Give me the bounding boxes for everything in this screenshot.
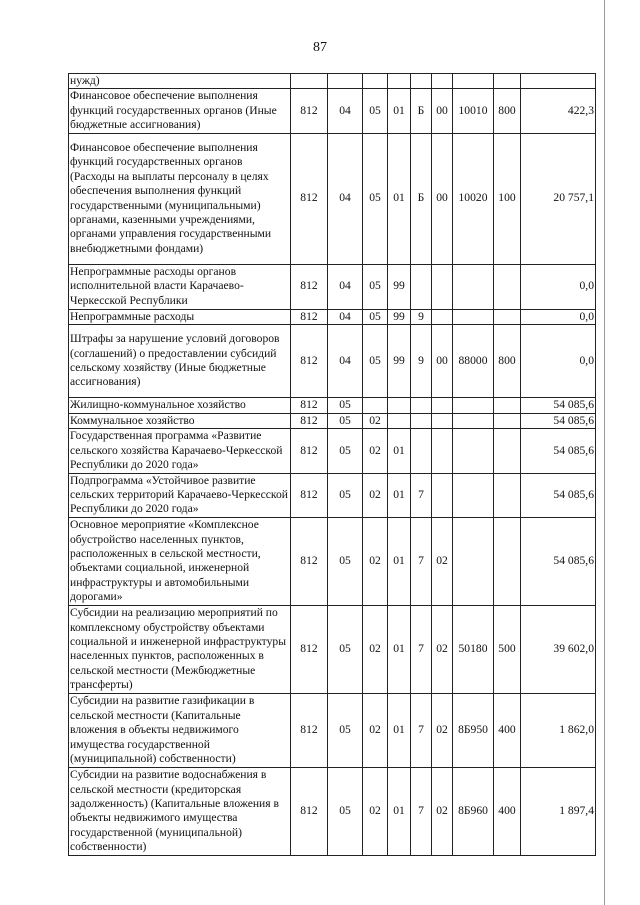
cell-expense-type bbox=[494, 517, 521, 605]
cell-amount: 0,0 bbox=[521, 325, 596, 398]
cell-expense-type: 800 bbox=[494, 325, 521, 398]
cell-admin-code: 812 bbox=[291, 325, 328, 398]
cell-event: 02 bbox=[432, 605, 453, 693]
table-row bbox=[69, 133, 596, 264]
cell-admin-code: 812 bbox=[291, 517, 328, 605]
cell-event: 02 bbox=[432, 517, 453, 605]
row-description: Подпрограмма «Устойчивое развитие сельских территорий Карачаево-Черкесской Республики до 2020 года» bbox=[69, 473, 291, 517]
cell-program bbox=[388, 74, 411, 89]
cell-section: 05 bbox=[328, 517, 363, 605]
cell-expense-type: 500 bbox=[494, 605, 521, 693]
cell-amount: 54 085,6 bbox=[521, 414, 596, 429]
cell-event: 02 bbox=[432, 693, 453, 767]
table-row bbox=[69, 325, 596, 398]
cell-admin-code: 812 bbox=[291, 398, 328, 414]
cell-subprogram bbox=[411, 74, 432, 89]
cell-event bbox=[432, 429, 453, 473]
cell-subprogram bbox=[411, 429, 432, 473]
cell-direction bbox=[453, 398, 494, 414]
cell-section: 05 bbox=[328, 693, 363, 767]
table-row bbox=[69, 473, 596, 517]
cell-program bbox=[388, 414, 411, 429]
cell-amount bbox=[521, 74, 596, 89]
cell-event bbox=[432, 473, 453, 517]
cell-expense-type: 800 bbox=[494, 89, 521, 133]
row-description: Субсидии на развитие водоснабжения в сельской местности (кредиторская задолженность) (Капитальные вложения в объекты недвижимого имущества государственной (муниципальной) собственности) bbox=[69, 767, 291, 855]
cell-amount: 0,0 bbox=[521, 309, 596, 324]
cell-event bbox=[432, 74, 453, 89]
cell-direction: 50180 bbox=[453, 605, 494, 693]
cell-admin-code: 812 bbox=[291, 89, 328, 133]
cell-direction: 8Б960 bbox=[453, 767, 494, 855]
table-row bbox=[69, 89, 596, 133]
cell-program: 01 bbox=[388, 767, 411, 855]
cell-section: 05 bbox=[328, 398, 363, 414]
cell-event bbox=[432, 264, 453, 309]
row-description: Непрограммные расходы органов исполнительной власти Карачаево-Черкесской Республики bbox=[69, 264, 291, 309]
cell-event: 00 bbox=[432, 133, 453, 264]
cell-admin-code: 812 bbox=[291, 605, 328, 693]
cell-subprogram: 7 bbox=[411, 517, 432, 605]
table-row bbox=[69, 264, 596, 309]
cell-event: 00 bbox=[432, 89, 453, 133]
cell-admin-code: 812 bbox=[291, 767, 328, 855]
cell-program: 01 bbox=[388, 517, 411, 605]
cell-program: 99 bbox=[388, 309, 411, 324]
cell-subprogram bbox=[411, 414, 432, 429]
cell-expense-type: 100 bbox=[494, 133, 521, 264]
row-description: Основное мероприятие «Комплексное обустройство населенных пунктов, расположенных в сельской местности, объектами социальной, инженерной инфраструктуры и автомобильными дорогами» bbox=[69, 517, 291, 605]
cell-amount: 54 085,6 bbox=[521, 429, 596, 473]
cell-admin-code: 812 bbox=[291, 429, 328, 473]
table-row bbox=[69, 309, 596, 324]
cell-subprogram: Б bbox=[411, 133, 432, 264]
cell-expense-type bbox=[494, 414, 521, 429]
cell-subprogram: 7 bbox=[411, 767, 432, 855]
cell-event bbox=[432, 414, 453, 429]
row-description: Субсидии на развитие газификации в сельской местности (Капитальные вложения в объекты недвижимого имущества государственной (муниципальной) собственности) bbox=[69, 693, 291, 767]
cell-admin-code: 812 bbox=[291, 133, 328, 264]
table-row bbox=[69, 414, 596, 429]
cell-amount: 54 085,6 bbox=[521, 398, 596, 414]
cell-admin-code bbox=[291, 74, 328, 89]
binder-line bbox=[604, 0, 605, 905]
table-row bbox=[69, 605, 596, 693]
cell-direction bbox=[453, 309, 494, 324]
cell-subprogram: 9 bbox=[411, 325, 432, 398]
cell-subsection: 02 bbox=[363, 605, 388, 693]
cell-subsection: 05 bbox=[363, 264, 388, 309]
cell-expense-type bbox=[494, 473, 521, 517]
row-description: Финансовое обеспечение выполнения функций государственных органов (Иные бюджетные ассигнования) bbox=[69, 89, 291, 133]
cell-section: 04 bbox=[328, 325, 363, 398]
cell-subprogram: 9 bbox=[411, 309, 432, 324]
cell-direction: 10010 bbox=[453, 89, 494, 133]
row-description: Жилищно-коммунальное хозяйство bbox=[69, 398, 291, 414]
cell-amount: 54 085,6 bbox=[521, 517, 596, 605]
cell-expense-type bbox=[494, 398, 521, 414]
cell-subsection: 02 bbox=[363, 473, 388, 517]
cell-subsection bbox=[363, 398, 388, 414]
cell-admin-code: 812 bbox=[291, 309, 328, 324]
row-description: Финансовое обеспечение выполнения функций государственных органов (Расходы на выплаты персоналу в целях обеспечения выполнения функций государственными (муниципальными) органами, казенными учреждениями, органами управления государственными внебюджетными фондами) bbox=[69, 133, 291, 264]
page-number: 87 bbox=[313, 40, 327, 55]
cell-subsection: 02 bbox=[363, 429, 388, 473]
cell-program: 01 bbox=[388, 693, 411, 767]
cell-expense-type: 400 bbox=[494, 767, 521, 855]
cell-section: 04 bbox=[328, 264, 363, 309]
cell-subsection: 02 bbox=[363, 693, 388, 767]
cell-direction bbox=[453, 74, 494, 89]
cell-program: 01 bbox=[388, 133, 411, 264]
cell-program: 01 bbox=[388, 473, 411, 517]
cell-section: 05 bbox=[328, 429, 363, 473]
cell-program bbox=[388, 398, 411, 414]
cell-subprogram: Б bbox=[411, 89, 432, 133]
cell-subprogram: 7 bbox=[411, 605, 432, 693]
cell-amount: 54 085,6 bbox=[521, 473, 596, 517]
cell-subprogram: 7 bbox=[411, 473, 432, 517]
table-row bbox=[69, 398, 596, 414]
cell-program: 01 bbox=[388, 429, 411, 473]
cell-direction: 10020 bbox=[453, 133, 494, 264]
cell-section: 04 bbox=[328, 309, 363, 324]
cell-subsection: 05 bbox=[363, 325, 388, 398]
table-row bbox=[69, 517, 596, 605]
cell-event: 00 bbox=[432, 325, 453, 398]
cell-direction: 8Б950 bbox=[453, 693, 494, 767]
table-row bbox=[69, 429, 596, 473]
cell-direction bbox=[453, 517, 494, 605]
cell-expense-type: 400 bbox=[494, 693, 521, 767]
cell-admin-code: 812 bbox=[291, 414, 328, 429]
cell-subsection: 05 bbox=[363, 133, 388, 264]
budget-table bbox=[68, 73, 596, 856]
cell-direction bbox=[453, 264, 494, 309]
row-description: Коммунальное хозяйство bbox=[69, 414, 291, 429]
cell-amount: 20 757,1 bbox=[521, 133, 596, 264]
cell-amount: 39 602,0 bbox=[521, 605, 596, 693]
cell-section: 04 bbox=[328, 133, 363, 264]
cell-section: 05 bbox=[328, 414, 363, 429]
cell-section bbox=[328, 74, 363, 89]
cell-program: 01 bbox=[388, 605, 411, 693]
table-row bbox=[69, 74, 596, 89]
cell-program: 01 bbox=[388, 89, 411, 133]
cell-subprogram bbox=[411, 264, 432, 309]
cell-admin-code: 812 bbox=[291, 264, 328, 309]
cell-subprogram bbox=[411, 398, 432, 414]
cell-section: 05 bbox=[328, 605, 363, 693]
cell-event bbox=[432, 398, 453, 414]
cell-event bbox=[432, 309, 453, 324]
cell-amount: 1 862,0 bbox=[521, 693, 596, 767]
cell-amount: 422,3 bbox=[521, 89, 596, 133]
cell-subprogram: 7 bbox=[411, 693, 432, 767]
cell-event: 02 bbox=[432, 767, 453, 855]
row-description: Непрограммные расходы bbox=[69, 309, 291, 324]
cell-direction bbox=[453, 414, 494, 429]
table-row bbox=[69, 693, 596, 767]
cell-direction bbox=[453, 473, 494, 517]
cell-expense-type bbox=[494, 264, 521, 309]
cell-expense-type bbox=[494, 309, 521, 324]
cell-program: 99 bbox=[388, 325, 411, 398]
cell-section: 05 bbox=[328, 473, 363, 517]
cell-amount: 1 897,4 bbox=[521, 767, 596, 855]
cell-section: 05 bbox=[328, 767, 363, 855]
cell-admin-code: 812 bbox=[291, 693, 328, 767]
row-description: Субсидии на реализацию мероприятий по комплексному обустройству объектами социальной и инженерной инфраструктуры населенных пунктов, расположенных в сельской местности (Межбюджетные трансферты) bbox=[69, 605, 291, 693]
cell-subsection: 02 bbox=[363, 414, 388, 429]
cell-section: 04 bbox=[328, 89, 363, 133]
row-description: Государственная программа «Развитие сельского хозяйства Карачаево-Черкесской Республики до 2020 года» bbox=[69, 429, 291, 473]
cell-subsection bbox=[363, 74, 388, 89]
cell-subsection: 05 bbox=[363, 89, 388, 133]
cell-subsection: 02 bbox=[363, 767, 388, 855]
row-description: Штрафы за нарушение условий договоров (соглашений) о предоставлении субсидий сельскому хозяйству (Иные бюджетные ассигнования) bbox=[69, 325, 291, 398]
table-row bbox=[69, 767, 596, 855]
cell-program: 99 bbox=[388, 264, 411, 309]
cell-admin-code: 812 bbox=[291, 473, 328, 517]
cell-direction: 88000 bbox=[453, 325, 494, 398]
cell-subsection: 02 bbox=[363, 517, 388, 605]
cell-direction bbox=[453, 429, 494, 473]
cell-amount: 0,0 bbox=[521, 264, 596, 309]
cell-expense-type bbox=[494, 74, 521, 89]
cell-subsection: 05 bbox=[363, 309, 388, 324]
cell-expense-type bbox=[494, 429, 521, 473]
row-description: нужд) bbox=[69, 74, 291, 89]
